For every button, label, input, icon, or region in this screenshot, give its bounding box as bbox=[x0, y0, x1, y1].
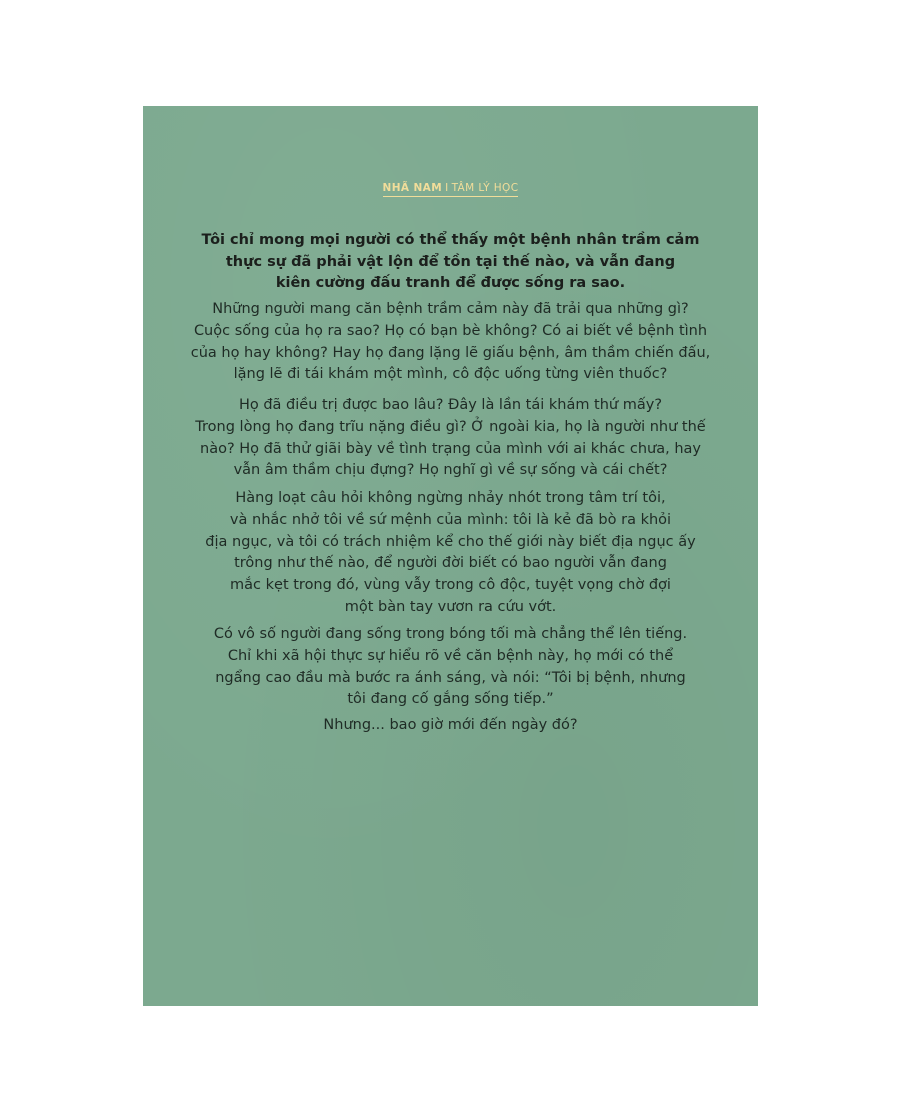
paragraph-line: Những người mang căn bệnh trầm cảm này đã trải qua những gì? bbox=[212, 301, 689, 317]
paragraph-line: Có vô số người đang sống trong bóng tối mà chẳng thể lên tiếng. bbox=[213, 626, 688, 642]
book-back-cover bbox=[143, 106, 758, 1006]
paragraph-line: Nhưng... bao giờ mới đến ngày đó? bbox=[323, 717, 578, 733]
lead-line: thực sự đã phải vật lộn để tồn tại thế nào, và vẫn đang bbox=[225, 253, 676, 270]
paragraph-4 bbox=[143, 624, 758, 711]
paragraph-line: một bàn tay vươn ra cứu vớt. bbox=[344, 598, 557, 615]
paragraph-line: tôi đang cố gắng sống tiếp.” bbox=[347, 691, 554, 708]
paragraph-5 bbox=[143, 715, 758, 737]
paragraph-line: Trong lòng họ đang trĩu nặng điều gì? Ở ngoài kia, họ là người như thế bbox=[195, 418, 706, 435]
publisher-name: NHÃ NAM bbox=[382, 182, 443, 194]
paragraph-1 bbox=[143, 299, 758, 386]
paragraph-line: lặng lẽ đi tái khám một mình, cô độc uống từng viên thuốc? bbox=[233, 366, 668, 383]
lead-quote bbox=[143, 230, 758, 295]
paragraph-3 bbox=[143, 488, 758, 619]
paragraph-line: địa ngục, và tôi có trách nhiệm kể cho thế giới này biết địa ngục ấy bbox=[205, 533, 696, 550]
paragraph-line: của họ hay không? Hay họ đang lặng lẽ giấu bệnh, âm thầm chiến đấu, bbox=[190, 344, 711, 361]
book-category: TÂM LÝ HỌC bbox=[451, 182, 519, 194]
paragraph-line: trông như thế nào, để người đời biết có bao người vẫn đang bbox=[234, 555, 667, 572]
paragraph-line: Cuộc sống của họ ra sao? Họ có bạn bè không? Có ai biết về bệnh tình bbox=[193, 322, 708, 339]
paragraph-line: Chỉ khi xã hội thực sự hiểu rõ về căn bệnh này, họ mới có thể bbox=[227, 647, 674, 664]
publisher-separator: I bbox=[445, 182, 449, 194]
lead-line: Tôi chỉ mong mọi người có thể thấy một bệnh nhân trầm cảm bbox=[201, 232, 700, 248]
paragraph-2 bbox=[143, 395, 758, 482]
paragraph-line: nào? Họ đã thử giãi bày về tình trạng của mình với ai khác chưa, hay bbox=[200, 440, 701, 457]
publisher-label bbox=[143, 182, 758, 197]
publisher-label-underlined bbox=[383, 182, 519, 197]
paragraph-line: mắc kẹt trong đó, vùng vẫy trong cô độc, tuyệt vọng chờ đợi bbox=[230, 577, 671, 594]
paragraph-line: Hàng loạt câu hỏi không ngừng nhảy nhót trong tâm trí tôi, bbox=[235, 490, 666, 506]
paragraph-line: và nhắc nhở tôi về sứ mệnh của mình: tôi là kẻ đã bò ra khỏi bbox=[229, 511, 672, 528]
lead-line: kiên cường đấu tranh để được sống ra sao. bbox=[275, 275, 626, 291]
paragraph-line: vẫn âm thầm chịu đựng? Họ nghĩ gì về sự sống và cái chết? bbox=[233, 462, 668, 479]
paragraph-line: Họ đã điều trị được bao lâu? Đây là lần tái khám thứ mấy? bbox=[238, 397, 663, 413]
paragraph-line: ngẩng cao đầu mà bước ra ánh sáng, và nói: “Tôi bị bệnh, nhưng bbox=[215, 669, 686, 686]
